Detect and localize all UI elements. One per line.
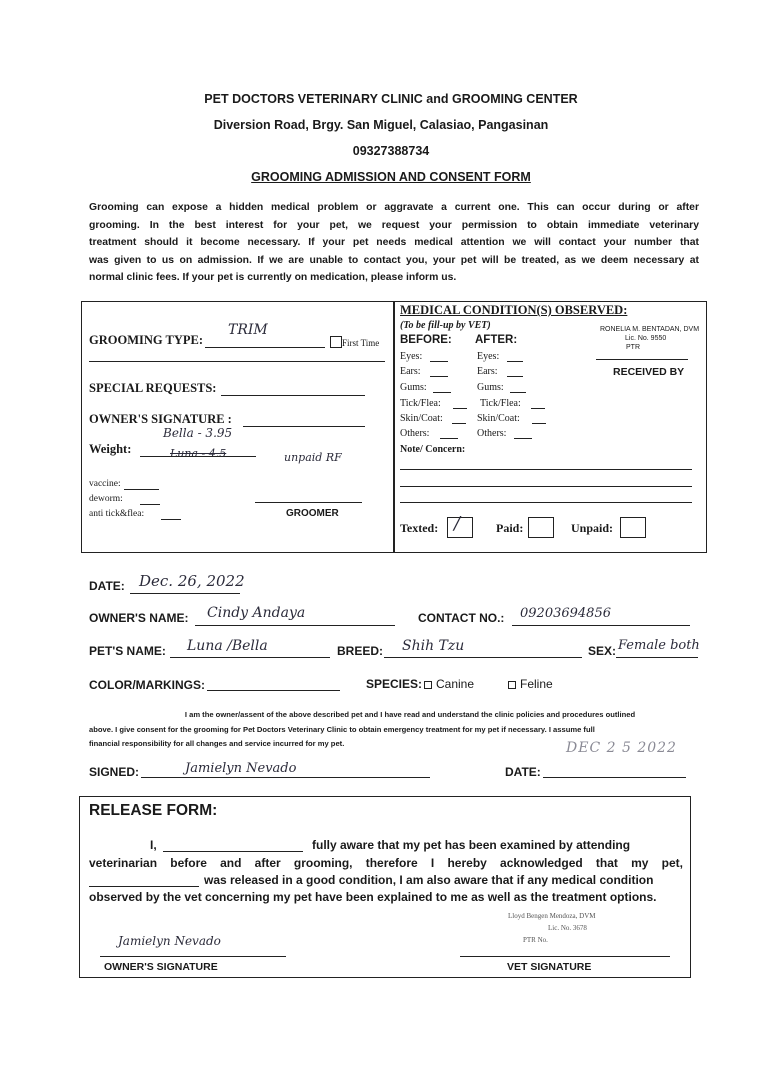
owner-signature-value: Jamielyn Nevado <box>118 934 221 948</box>
texted-label: Texted: <box>400 521 439 535</box>
before-label: BEFORE: <box>400 334 452 346</box>
intro-line: Grooming can expose a hidden medical problem or aggravate a current one. This can occur during or after <box>89 202 699 213</box>
owner-signature-release-line[interactable] <box>100 956 286 957</box>
release-line-4: observed by the vet concerning my pet have been explained to me as well as the treatment options. <box>89 890 657 904</box>
received-by-label: RECEIVED BY <box>613 366 685 378</box>
before-tickflea-field[interactable] <box>453 408 467 409</box>
breed-field[interactable] <box>384 657 582 658</box>
intro-line: treatment should it become necessary. If your pet needs medical attention we will contact your number that <box>89 237 699 249</box>
intro-line: grooming. In the best interest for your pet, we request your permission to obtain immediate veterinary <box>89 219 699 231</box>
vet-stamp-name: Lloyd Bengen Mendoza, DVM <box>508 912 596 920</box>
contact-field[interactable] <box>512 625 690 626</box>
weight-field[interactable] <box>140 456 256 457</box>
stamp-ptr-line <box>596 359 688 360</box>
pet-name-field[interactable] <box>170 657 330 658</box>
signed-label: SIGNED: <box>89 765 140 779</box>
canine-checkbox[interactable] <box>424 681 432 689</box>
stamp-vet-lic: Lic. No. 9550 <box>625 335 667 342</box>
stamp-date: DEC 2 5 2022 <box>566 740 677 756</box>
before-gums: Gums: <box>400 382 427 393</box>
sex-value: Female both <box>618 638 700 653</box>
release-title: RELEASE FORM: <box>89 802 218 819</box>
antitick-field[interactable] <box>161 519 181 520</box>
sex-field[interactable] <box>616 657 698 658</box>
clinic-phone: 09327388734 <box>352 144 430 158</box>
consent-date-label: DATE: <box>505 765 541 779</box>
antitick-label: anti tick&flea: <box>89 509 145 519</box>
weight-note: unpaid RF <box>284 451 342 464</box>
after-tickflea-field[interactable] <box>531 408 545 409</box>
release-name-field[interactable] <box>163 851 303 852</box>
consent-line-3: financial responsibility for all changes and service incurred for my pet. <box>89 739 345 748</box>
grooming-extra-line[interactable] <box>89 361 385 362</box>
release-line-2: veterinarian before and after grooming, therefore I hereby acknowledged that my pet, <box>89 856 683 870</box>
groomer-label: GROOMER <box>286 508 339 519</box>
panel-divider <box>393 301 395 553</box>
deworm-label: deworm: <box>89 494 123 504</box>
before-tickflea: Tick/Flea: <box>400 398 441 409</box>
weight-label: Weight: <box>89 442 132 456</box>
consent-date-field[interactable] <box>543 777 686 778</box>
after-others: Others: <box>477 428 507 439</box>
signed-field[interactable] <box>141 777 430 778</box>
before-others-field[interactable] <box>440 438 458 439</box>
note-line-3[interactable] <box>400 502 692 503</box>
note-concern-label: Note/ Concern: <box>400 444 466 455</box>
pet-name-label: PET'S NAME: <box>89 644 166 658</box>
feline-label: Feline <box>520 677 553 691</box>
owner-name-field[interactable] <box>195 625 395 626</box>
before-gums-field[interactable] <box>433 392 451 393</box>
color-markings-field[interactable] <box>207 690 340 691</box>
unpaid-label: Unpaid: <box>571 521 614 535</box>
vaccine-label: vaccine: <box>89 479 121 489</box>
release-pet-field[interactable] <box>89 886 199 887</box>
feline-checkbox[interactable] <box>508 681 516 689</box>
release-form-box <box>79 796 691 978</box>
release-line-1: fully aware that my pet has been examined by attending <box>312 838 631 852</box>
after-tickflea: Tick/Flea: <box>480 398 521 409</box>
after-ears: Ears: <box>477 366 498 377</box>
intro-line: normal clinic fees. If your pet is currently on medication, please inform us. <box>89 272 457 284</box>
vet-signature-line[interactable] <box>460 956 670 957</box>
after-others-field[interactable] <box>514 438 532 439</box>
species-label: SPECIES: <box>366 677 423 691</box>
form-title: GROOMING ADMISSION AND CONSENT FORM <box>251 170 531 184</box>
color-markings-label: COLOR/MARKINGS: <box>89 678 205 692</box>
owner-signature-release-label: OWNER'S SIGNATURE <box>104 961 218 973</box>
owner-name-value: Cindy Andaya <box>207 605 306 621</box>
date-field[interactable] <box>130 593 240 594</box>
medical-title: MEDICAL CONDITION(S) OBSERVED: <box>400 303 628 317</box>
special-requests-label: SPECIAL REQUESTS: <box>89 381 217 395</box>
owner-name-label: OWNER'S NAME: <box>89 611 189 625</box>
consent-line-1: I am the owner/assent of the above described pet and I have read and understand the clinic policies and procedures outlined <box>184 710 636 719</box>
groomer-signature-line[interactable] <box>255 502 362 503</box>
vet-stamp-lic: Lic. No. 3678 <box>548 924 587 932</box>
before-others: Others: <box>400 428 430 439</box>
sex-label: SEX: <box>588 644 617 658</box>
medical-subtitle: (To be fill-up by VET) <box>400 320 491 331</box>
after-eyes-field[interactable] <box>507 361 523 362</box>
before-eyes: Eyes: <box>400 351 423 362</box>
after-skincoat-field[interactable] <box>532 423 546 424</box>
after-gums: Gums: <box>477 382 504 393</box>
before-skincoat-field[interactable] <box>452 423 466 424</box>
before-skincoat: Skin/Coat: <box>400 413 443 424</box>
vet-stamp-ptr: PTR No. <box>523 936 548 944</box>
intro-paragraph <box>89 199 699 287</box>
owner-signature-field[interactable] <box>243 426 365 427</box>
first-time-label: First Time <box>342 338 380 348</box>
grooming-type-label: GROOMING TYPE: <box>89 333 204 347</box>
after-skincoat: Skin/Coat: <box>477 413 520 424</box>
grooming-type-value: TRIM <box>228 322 268 338</box>
after-eyes: Eyes: <box>477 351 500 362</box>
breed-value: Shih Tzu <box>402 638 465 654</box>
intro-line: was given to us on admission. If we are unable to contact you, your pet will be treated, as we deem necessary at <box>89 254 699 266</box>
stamp-vet-name: RONELIA M. BENTADAN, DVM <box>600 326 700 333</box>
unpaid-checkbox[interactable] <box>620 517 646 538</box>
after-label: AFTER: <box>475 334 518 346</box>
breed-label: BREED: <box>337 644 384 658</box>
before-ears: Ears: <box>400 366 421 377</box>
clinic-name: PET DOCTORS VETERINARY CLINIC and GROOMING CENTER <box>204 92 578 106</box>
vaccine-field[interactable] <box>124 489 159 490</box>
after-ears-field[interactable] <box>507 376 523 377</box>
contact-value: 09203694856 <box>520 606 611 621</box>
deworm-field[interactable] <box>140 504 160 505</box>
grooming-type-field[interactable] <box>205 347 325 348</box>
canine-label: Canine <box>436 677 475 691</box>
texted-check-mark: / <box>454 513 461 534</box>
owner-signature-label: OWNER'S SIGNATURE : <box>89 412 232 426</box>
after-gums-field[interactable] <box>510 392 526 393</box>
signed-value: Jamielyn Nevado <box>185 761 297 776</box>
pet-name-value: Luna /Bella <box>187 638 268 654</box>
vet-signature-label: VET SIGNATURE <box>507 961 592 973</box>
release-line-3: was released in a good condition, I am also aware that if any medical condition <box>204 873 654 887</box>
clinic-address: Diversion Road, Brgy. San Miguel, Calasiao, Pangasinan <box>213 118 549 132</box>
first-time-checkbox[interactable] <box>330 336 342 348</box>
stamp-vet-ptr: PTR <box>626 344 640 351</box>
paid-label: Paid: <box>496 521 524 535</box>
date-label: DATE: <box>89 579 125 593</box>
before-eyes-field[interactable] <box>430 361 448 362</box>
note-line-2[interactable] <box>400 486 692 487</box>
contact-label: CONTACT NO.: <box>418 611 505 625</box>
release-i-label: I, <box>150 838 157 852</box>
paid-checkbox[interactable] <box>528 517 554 538</box>
weight-value-new: Bella - 3.95 <box>163 426 233 440</box>
note-line-1[interactable] <box>400 469 692 470</box>
consent-line-2: above. I give consent for the grooming for Pet Doctors Veterinary Clinic to obtain emergency treatment for my pet if necessary. I assume full <box>89 725 595 734</box>
date-value: Dec. 26, 2022 <box>139 572 245 590</box>
weight-value-struck: Luna - 4.5 <box>170 447 227 460</box>
before-ears-field[interactable] <box>430 376 448 377</box>
special-requests-field[interactable] <box>221 395 365 396</box>
